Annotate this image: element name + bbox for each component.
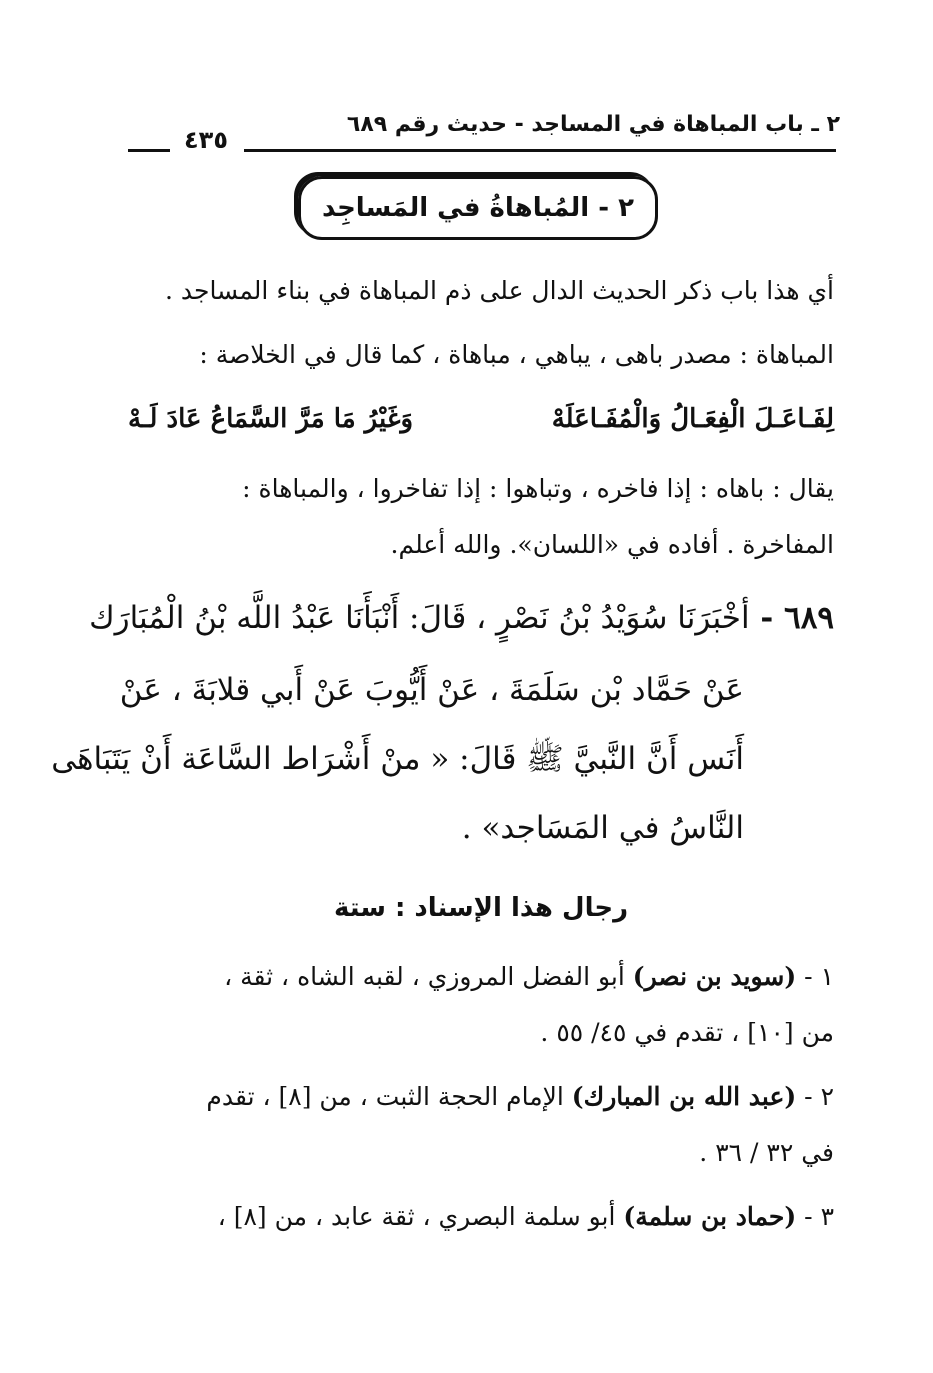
narrator-1-line-2: من [١٠] ، تقدم في ٤٥/ ٥٥ . [540, 1018, 834, 1047]
hadith-reference: - حديث رقم ٦٨٩ [346, 112, 532, 137]
verse-left-hemistich: وَغَيْرُ مَا مَرَّ السَّمَاعُ عَادَ لَـهْ [128, 404, 414, 434]
narrator-3-number: ٣ - [796, 1202, 834, 1231]
hadith-line-1 [89, 600, 834, 636]
narrator-2-desc: الإمام الحجة الثبت ، من [٨] ، تقدم [206, 1082, 572, 1111]
header-rule [244, 149, 836, 152]
narrator-3-line-1 [128, 1202, 834, 1231]
chapter-title-box [298, 176, 658, 240]
narrator-1-desc: أبو الفضل المروزي ، لقبه الشاه ، ثقة ، [224, 962, 633, 991]
intro-line-2: المباهاة : مصدر باهى ، يباهي ، مباهاة ، كما قال في الخلاصة : [199, 340, 834, 369]
intro-line-3: يقال : باهاه : إذا فاخره ، وتباهوا : إذا تفاخروا ، والمباهاة : [242, 474, 834, 503]
chapter-title: ٢ - المُباهاةُ في المَساجِد [322, 193, 634, 223]
narrator-1-line-1 [128, 962, 834, 991]
hadith-number: ٦٨٩ - [749, 600, 834, 636]
verse-right-hemistich: لِفَـاعَـلَ الْفِعَـالُ وَالْمُفَـاعَلَهْ [551, 404, 834, 434]
intro-line-4: المفاخرة . أفاده في «اللسان». والله أعلم. [390, 530, 834, 559]
narrators-heading: رجال هذا الإسناد : ستة [333, 893, 629, 923]
narrator-3-desc: أبو سلمة البصري ، ثقة عابد ، من [٨] ، [217, 1202, 624, 1231]
running-header [240, 112, 840, 137]
narrator-2-line-1 [128, 1082, 834, 1111]
page-number: ٤٣٥ [184, 126, 228, 154]
page-number-rule [128, 149, 170, 152]
narrator-2-name: (عبد الله بن المبارك) [571, 1082, 797, 1111]
narrator-2-number: ٢ - [796, 1082, 834, 1111]
hadith-text-1: أخْبَرَنَا سُوَيْدُ بْنُ نَصْرٍ ، قَالَ: أَنْبَأَنَا عَبْدُ اللَّه بْنُ الْمُبَارَك [89, 600, 750, 636]
hadith-line-4: النَّاسُ في المَسَاجد» . [461, 810, 744, 846]
hadith-line-2: عَنْ حَمَّاد بْن سَلَمَةَ ، عَنْ أَيُّوبَ عَنْ أَبي قلابَةَ ، عَنْ [119, 672, 744, 708]
narrator-3-name: (حماد بن سلمة) [623, 1202, 797, 1231]
hadith-line-3: أَنَس أَنَّ النَّبيَّ ﷺ قَالَ: « منْ أَشْرَاط السَّاعَة أَنْ يَتَبَاهَى [51, 741, 744, 777]
intro-line-1: أي هذا باب ذكر الحديث الدال على ذم المباهاة في بناء المساجد . [164, 276, 834, 305]
narrator-1-name: (سويد بن نصر) [632, 962, 797, 991]
running-title: ٢ ـ باب المباهاة في المساجد [531, 112, 840, 137]
poetry-verse [128, 404, 834, 448]
narrator-2-line-2: في ٣٢ / ٣٦ . [699, 1138, 834, 1167]
narrator-1-number: ١ - [796, 962, 834, 991]
